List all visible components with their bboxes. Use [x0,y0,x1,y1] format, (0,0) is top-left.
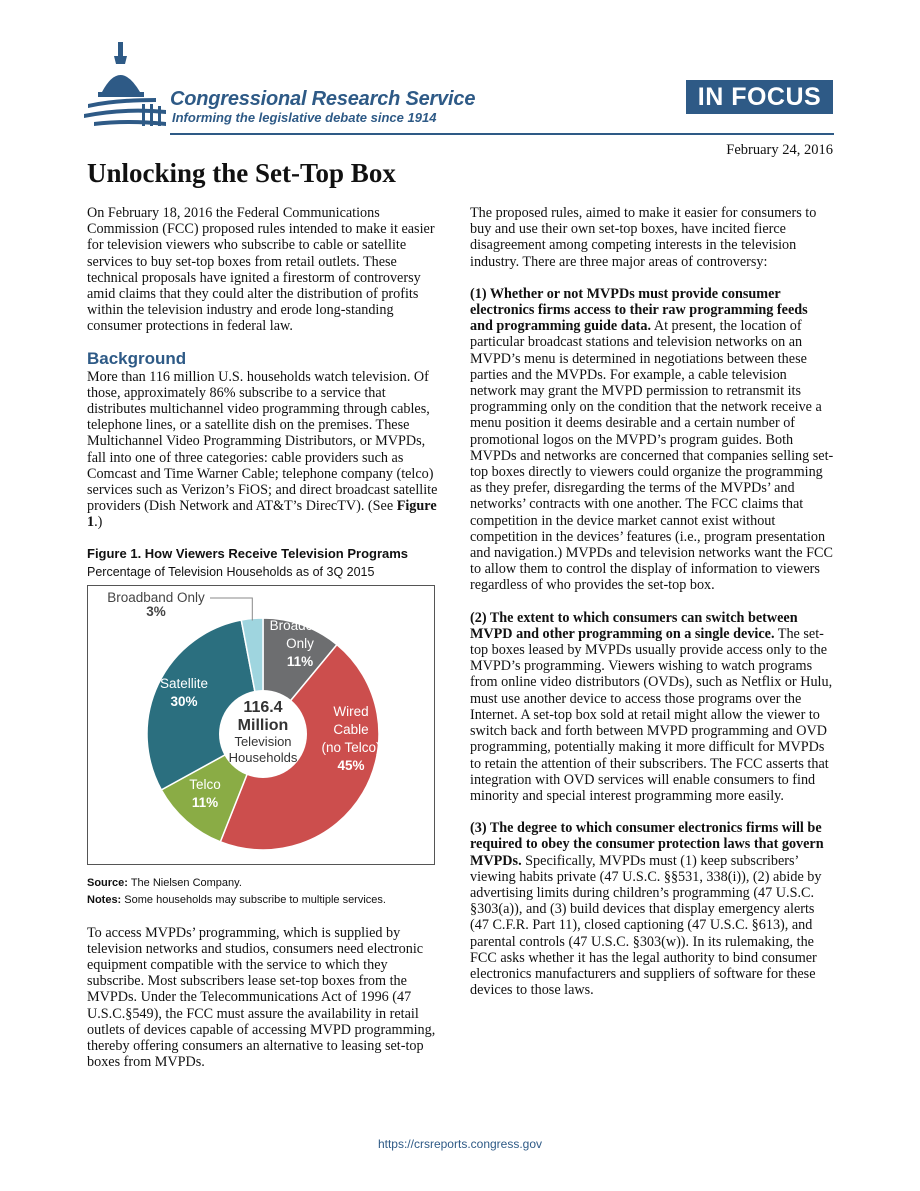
right-column [470,205,834,998]
in-focus-badge: IN FOCUS [686,80,833,114]
notes-text: Some households may subscribe to multiple services. [121,893,386,906]
figure-subtitle: Percentage of Television Households as of 3Q 2015 [87,564,375,579]
figure-box [87,585,435,865]
figure-reference: Figure 1 [87,498,437,531]
pie-label-value: 11% [286,653,314,669]
pie-label-line: Only [286,635,314,651]
pie-chart [88,586,434,864]
issue-3-text: Specifically, MVPDs must (1) keep subscribers’ viewing habits private (47 U.S.C. §§531, 338(i)), (2) abide by advertising limits during children’s programming (47 U.S.C. §303(a)), and (3) build devices that display emergency alerts (47 C.F.R. Part 11), closed captioning (47 U.S.C. §613), and parental controls (47 U.S.C. §303(w)). In its rulemaking, the FCC asks whether it has the legal authority to bind consumer electronics manufacturers and suppliers of software for these devices to those laws. [470,852,822,999]
issue-1-heading: (1) Whether or not MVPDs must provide consumer electronics firms access to their raw programming feeds and programming guide data. [470,285,808,335]
pie-center-label: Households [228,749,298,765]
issue-2-heading: (2) The extent to which consumers can switch between MVPD and other programming on a single device. [470,609,798,642]
background-end: .) [94,514,103,531]
pie-label-broadband-only [107,590,205,619]
issue-3-paragraph [470,820,834,998]
pie-label-line: Telco [189,776,221,792]
figure-title: Figure 1. How Viewers Receive Television Programs [87,545,409,561]
pie-label-value: 11% [191,794,219,810]
pie-label-line: Broadcast [269,617,331,633]
pie-label-line: Broadband Only [107,589,205,605]
source-text: The Nielsen Company. [127,876,242,889]
issue-2-text: The set-top boxes leased by MVPDs usually provide access only to the MVPD’s programming. Viewers wishing to watch programs from online video distributors (OVDs), such as Netflix or Hulu, must use another device to access those programs over the Internet. A set-top box sold at retail might allow the viewer to switch back and forth between MVPD programming and OVD programming, potentially making it more difficult for MVPDs to retain the attention of their subscribers. The FCC asserts that integration with OVD services will enable consumers to find minority and special interest programming more easily. [470,625,833,804]
pie-label-line: Cable [333,721,369,737]
intro-paragraph: On February 18, 2016 the Federal Communications Commission (FCC) proposed rules intended to make it easier for television viewers who subscribe to cable or satellite services to buy set-top boxes from retail outlets. These technical proposals have ignited a firestorm of controversy amid claims that they could alter the distribution of profits within the television industry and erode long-standing consumer protections in federal law. [87,205,435,335]
org-name: Congressional Research Service [170,88,476,110]
pie-label-value: 3% [146,603,166,619]
pie-center-label: 116.4 [243,698,283,716]
issue-3-heading: (3) The degree to which consumer electronics firms will be required to obey the consumer protection laws that govern MVPDs. [470,820,824,869]
org-tagline: Informing the legislative debate since 1914 [172,110,437,125]
page-title: Unlocking the Set-Top Box [87,158,396,188]
source-label: Source: [87,876,128,889]
figure-source [87,875,445,909]
issue-2-paragraph [470,610,834,804]
pie-leader-line [210,598,252,621]
issue-1-text: At present, the location of particular broadcast stations and television networks on an MVPD’s menu is determined in negotiations between these parties and the MVPDs. For example, a cable television network may grant the MVPD permission to retransmit its programming only on the condition that the network receive a menu position it deems desirable and a certain number of promotional logos on the MVPD’s program guides. Both MVPDs and networks are concerned that companies selling set-top boxes directly to viewers could organize the programming as they prefer, disregarding the terms of the MVPDs’ and networks’ contracts with one another. The FCC claims that competition in the device market cannot exist without competition in the devices’ features (i.e., program presentation and navigation.) MVPDs and television networks want the FCC to allow them to control the display of information to viewers regardless of who provides the set-top box. [470,318,834,594]
header-rule [170,133,834,135]
pie-center-label: Television [234,733,292,749]
closing-paragraph: To access MVPDs’ programming, which is supplied by television networks and studios, consumers need electronic equipment compatible with the service to which they subscribe. Most subscribers lease set-top boxes from the MVPDs. Under the Telecommunications Act of 1996 (47 U.S.C.§549), the FCC must assure the availability in retail outlets of devices capable of accessing MVPD programming, thereby offering consumers an alternative to leasing set-top boxes from MVPDs. [87,924,436,1071]
pie-label-value: 45% [337,757,365,773]
pie-label-line: Wired [333,703,369,719]
publication-date: February 24, 2016 [726,142,833,158]
pie-label-line: Satellite [159,675,209,691]
pie-label-line: (no Telco) [321,739,381,755]
background-text: More than 116 million U.S. households watch television. Of those, approximately 86% subscribe to a service that distributes multichannel video programming through cables, telephone lines, or a satellite dish on the premises. These Multichannel Video Programming Distributors, or MVPDs, fall into one of three categories: cable providers such as Comcast and Time Warner Cable; telephone company (telco) services such as Verizon’s FiOS; and direct broadcast satellite providers (Dish Network and AT&T’s DirecTV). (See [87,368,438,515]
footer-url[interactable]: https://crsreports.congress.gov [377,1137,543,1151]
right-intro-paragraph: The proposed rules, aimed to make it easier for consumers to buy and use their own set-top boxes, have incited fierce disagreement among competing interests in the television industry. There are three major areas of controversy: [470,205,817,270]
notes-label: Notes: [87,893,122,906]
left-column [87,205,445,1070]
background-heading: Background [87,348,187,368]
pie-center-label: Million [237,716,289,734]
background-paragraph [87,369,445,531]
pie-label-value: 30% [170,693,198,709]
issue-1-paragraph [470,286,834,594]
